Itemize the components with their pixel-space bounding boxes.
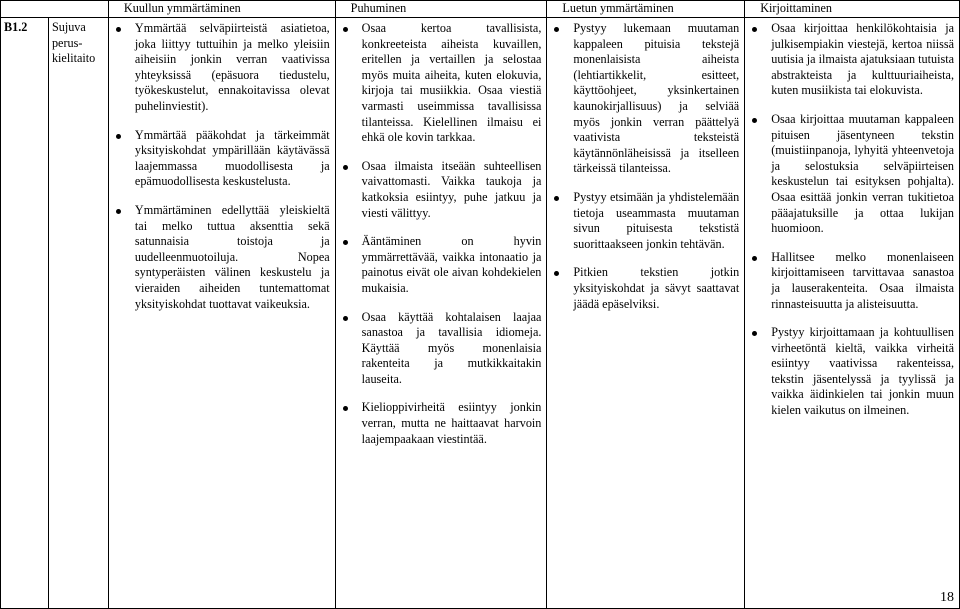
- header-listening: Kuullun ymmärtäminen: [108, 1, 335, 18]
- header-reading: Luetun ymmärtäminen: [547, 1, 745, 18]
- header-empty-cell: [1, 1, 109, 18]
- page-number: 18: [940, 590, 954, 605]
- list-item: Osaa kirjoittaa henkilökohtaisia ja julkisempiakin viestejä, kertoa niissä uutisia ja ilmaista ajatuksiaan tutuista abstrakteista ja kulttuuriaiheista, kuten musiikista tai elokuvista.: [749, 21, 954, 99]
- list-item: Ääntäminen on hyvin ymmärrettävää, vaikka intonaatio ja painotus eivät ole aivan kohdekielen mukaisia.: [340, 234, 542, 296]
- speaking-list: [340, 21, 542, 447]
- header-writing: Kirjoittaminen: [745, 1, 960, 18]
- list-item: Pystyy etsimään ja yhdistelemään tietoja useammasta muutaman sivun pituisesta tekstistä suorittaakseen jonkin tehtävän.: [551, 190, 739, 252]
- list-item: Osaa käyttää kohtalaisen laajaa sanastoa ja tavallisia idiomeja. Käyttää myös monenlaisia rakenteita ja mutkikkaitakin lauseita.: [340, 310, 542, 388]
- listening-cell: [108, 18, 335, 609]
- list-item: Osaa kertoa tavallisista, konkreeteista aiheista kuvaillen, eritellen ja vertaillen ja selostaa myös muita aiheita, kuten elokuvia, kirjoja tai musiikkia. Osaa viestiä varmasti useimmissa tavallisissa tilanteissa. Kielellinen ilmaisu ei ehkä ole kovin tarkkaa.: [340, 21, 542, 146]
- list-item: Hallitsee melko monenlaiseen kirjoittamiseen tarvittavaa sanastoa ja lauserakenteita. Osaa ilmaista rinnasteisuutta ja alisteisuutta.: [749, 250, 954, 312]
- writing-cell: [745, 18, 960, 609]
- header-speaking: Puhuminen: [335, 1, 547, 18]
- list-item: Kielioppivirheitä esiintyy jonkin verran, mutta ne haittaavat harvoin laajempaakaan viestintää.: [340, 400, 542, 447]
- level-description: Sujuva perus-kielitaito: [48, 18, 108, 609]
- list-item: Pystyy kirjoittamaan ja kohtuullisen virheetöntä kieltä, vaikka virheitä esiintyy vaativissa rakenteissa, tekstin jäsentelyssä ja tyylissä ja vaikka äidinkielen tai jonkin muun kielen vaikutus on ilmeinen.: [749, 325, 954, 419]
- level-code: B1.2: [1, 18, 49, 609]
- list-item: Pitkien tekstien jotkin yksityiskohdat ja sävyt saattavat jäädä epäselviksi.: [551, 265, 739, 312]
- header-row: [1, 1, 960, 18]
- writing-list: [749, 21, 954, 419]
- list-item: Osaa kirjoittaa muutaman kappaleen pituisen jäsentyneen tekstin (muistiinpanoja, lyhyitä yhteenvetoja ja selostuksia selväpiirteisen keskustelun tai esityksen pohjalta). Osaa esittää jonkin verran tukitietoa pääajatuksille ja ottaa lukijan huomioon.: [749, 112, 954, 237]
- list-item: Ymmärtää pääkohdat ja tärkeimmät yksityiskohdat ympärillään käytävässä laajemmassa muodollisesta ja epämuodollisesta keskustelusta.: [113, 128, 330, 190]
- list-item: Osaa ilmaista itseään suhteellisen vaivattomasti. Vaikka taukoja ja katkoksia esiintyy, puhe jatkuu ja viesti välittyy.: [340, 159, 542, 221]
- list-item: Ymmärtäminen edellyttää yleiskieltä tai melko tuttua aksenttia sekä satunnaisia toistoja ja uudelleenmuotoiluja. Nopea syntyperäisten välinen keskustelu ja vieraiden aiheiden tuntemattomat yksityiskohdat tuottavat vaikeuksia.: [113, 203, 330, 312]
- speaking-cell: [335, 18, 547, 609]
- list-item: Ymmärtää selväpiirteistä asiatietoa, joka liittyy tuttuihin ja melko yleisiin aiheisiin jonkin verran vaativissa yhteyksissä (epäsuora tiedustelu, työkeskustelut, ennakoitavissa olevat puhelinviestit).: [113, 21, 330, 115]
- list-item: Pystyy lukemaan muutaman kappaleen pituisia tekstejä monenlaisista aiheista (lehtiartikkelit, esitteet, käyttöohjeet, yksinkertainen kaunokirjallisuus) ja selviää myös jonkin verran päättelyä vaativista teksteistä käytännönläheisissä ja itselleen tärkeissä tilanteissa.: [551, 21, 739, 177]
- reading-cell: [547, 18, 745, 609]
- reading-list: [551, 21, 739, 312]
- level-row: [1, 18, 960, 609]
- listening-list: [113, 21, 330, 312]
